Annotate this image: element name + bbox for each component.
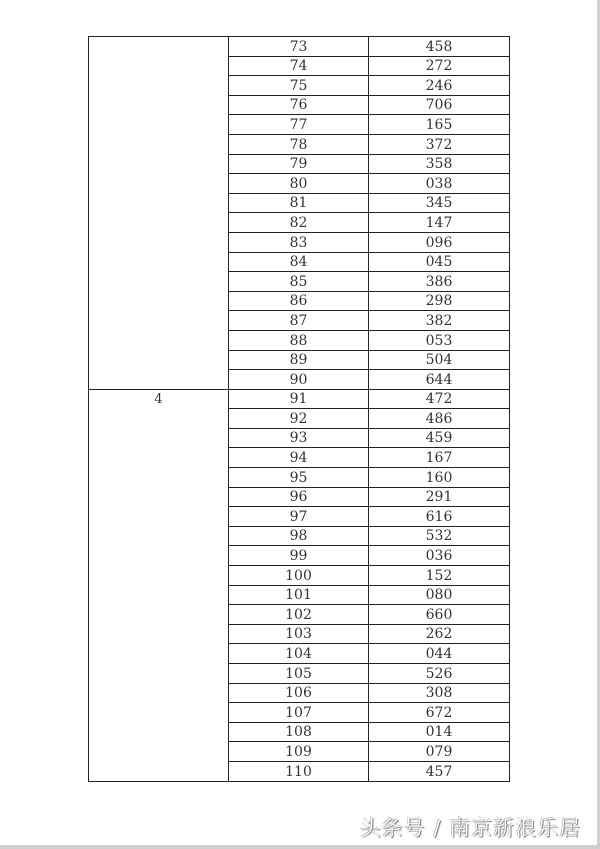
sequence-number-cell: 76 — [229, 95, 369, 115]
code-cell: 472 — [369, 389, 510, 409]
code-cell: 457 — [369, 761, 510, 781]
code-cell: 246 — [369, 76, 510, 96]
code-cell: 045 — [369, 252, 510, 272]
group-cell — [89, 37, 229, 390]
code-cell: 660 — [369, 605, 510, 625]
sequence-number-cell: 96 — [229, 487, 369, 507]
code-cell: 458 — [369, 37, 510, 57]
code-cell: 298 — [369, 291, 510, 311]
group-label — [89, 37, 228, 38]
sequence-number-cell: 88 — [229, 330, 369, 350]
code-cell: 272 — [369, 56, 510, 76]
code-cell: 486 — [369, 409, 510, 429]
code-cell: 706 — [369, 95, 510, 115]
sequence-number-cell: 79 — [229, 154, 369, 174]
code-cell: 147 — [369, 213, 510, 233]
sequence-number-cell: 80 — [229, 174, 369, 194]
sequence-number-cell: 89 — [229, 350, 369, 370]
sequence-number-cell: 92 — [229, 409, 369, 429]
sequence-number-cell: 91 — [229, 389, 369, 409]
table-row — [89, 389, 510, 409]
code-cell: 459 — [369, 428, 510, 448]
code-cell: 152 — [369, 566, 510, 586]
sequence-number-cell: 105 — [229, 664, 369, 684]
sequence-number-cell: 102 — [229, 605, 369, 625]
sequence-number-cell: 84 — [229, 252, 369, 272]
sequence-number-cell: 101 — [229, 585, 369, 605]
sequence-number-cell: 78 — [229, 134, 369, 154]
sequence-number-cell: 94 — [229, 448, 369, 468]
sequence-number-cell: 95 — [229, 468, 369, 488]
table-row — [89, 37, 510, 57]
table-body — [89, 37, 510, 782]
code-cell: 291 — [369, 487, 510, 507]
watermark-text: 头条号 / 南京新浪乐居 — [359, 816, 581, 840]
code-cell: 044 — [369, 644, 510, 664]
sequence-number-cell: 110 — [229, 761, 369, 781]
group-label: 4 — [154, 391, 163, 407]
code-cell: 616 — [369, 507, 510, 527]
sequence-number-cell: 85 — [229, 272, 369, 292]
code-cell: 160 — [369, 468, 510, 488]
code-cell: 526 — [369, 664, 510, 684]
sequence-number-cell: 106 — [229, 683, 369, 703]
code-cell: 262 — [369, 624, 510, 644]
code-cell: 504 — [369, 350, 510, 370]
sequence-number-cell: 82 — [229, 213, 369, 233]
sequence-number-cell: 108 — [229, 722, 369, 742]
code-cell: 345 — [369, 193, 510, 213]
code-cell: 308 — [369, 683, 510, 703]
code-cell: 532 — [369, 526, 510, 546]
sequence-number-cell: 98 — [229, 526, 369, 546]
lottery-number-table — [88, 36, 510, 782]
sequence-number-cell: 99 — [229, 546, 369, 566]
sequence-number-cell: 100 — [229, 566, 369, 586]
code-cell: 014 — [369, 722, 510, 742]
sequence-number-cell: 104 — [229, 644, 369, 664]
sequence-number-cell: 107 — [229, 703, 369, 723]
sequence-number-cell: 75 — [229, 76, 369, 96]
sequence-number-cell: 86 — [229, 291, 369, 311]
code-cell: 167 — [369, 448, 510, 468]
code-cell: 080 — [369, 585, 510, 605]
code-cell: 644 — [369, 370, 510, 390]
sequence-number-cell: 81 — [229, 193, 369, 213]
sequence-number-cell: 103 — [229, 624, 369, 644]
code-cell: 038 — [369, 174, 510, 194]
sequence-number-cell: 73 — [229, 37, 369, 57]
sequence-number-cell: 83 — [229, 232, 369, 252]
sequence-number-cell: 74 — [229, 56, 369, 76]
sequence-number-cell: 109 — [229, 742, 369, 762]
code-cell: 079 — [369, 742, 510, 762]
sequence-number-cell: 77 — [229, 115, 369, 135]
sequence-number-cell: 93 — [229, 428, 369, 448]
sequence-number-cell: 97 — [229, 507, 369, 527]
code-cell: 382 — [369, 311, 510, 331]
code-cell: 165 — [369, 115, 510, 135]
code-cell: 386 — [369, 272, 510, 292]
code-cell: 672 — [369, 703, 510, 723]
code-cell: 053 — [369, 330, 510, 350]
code-cell: 358 — [369, 154, 510, 174]
group-cell — [89, 389, 229, 781]
sequence-number-cell: 90 — [229, 370, 369, 390]
code-cell: 036 — [369, 546, 510, 566]
sequence-number-cell: 87 — [229, 311, 369, 331]
code-cell: 372 — [369, 134, 510, 154]
code-cell: 096 — [369, 232, 510, 252]
